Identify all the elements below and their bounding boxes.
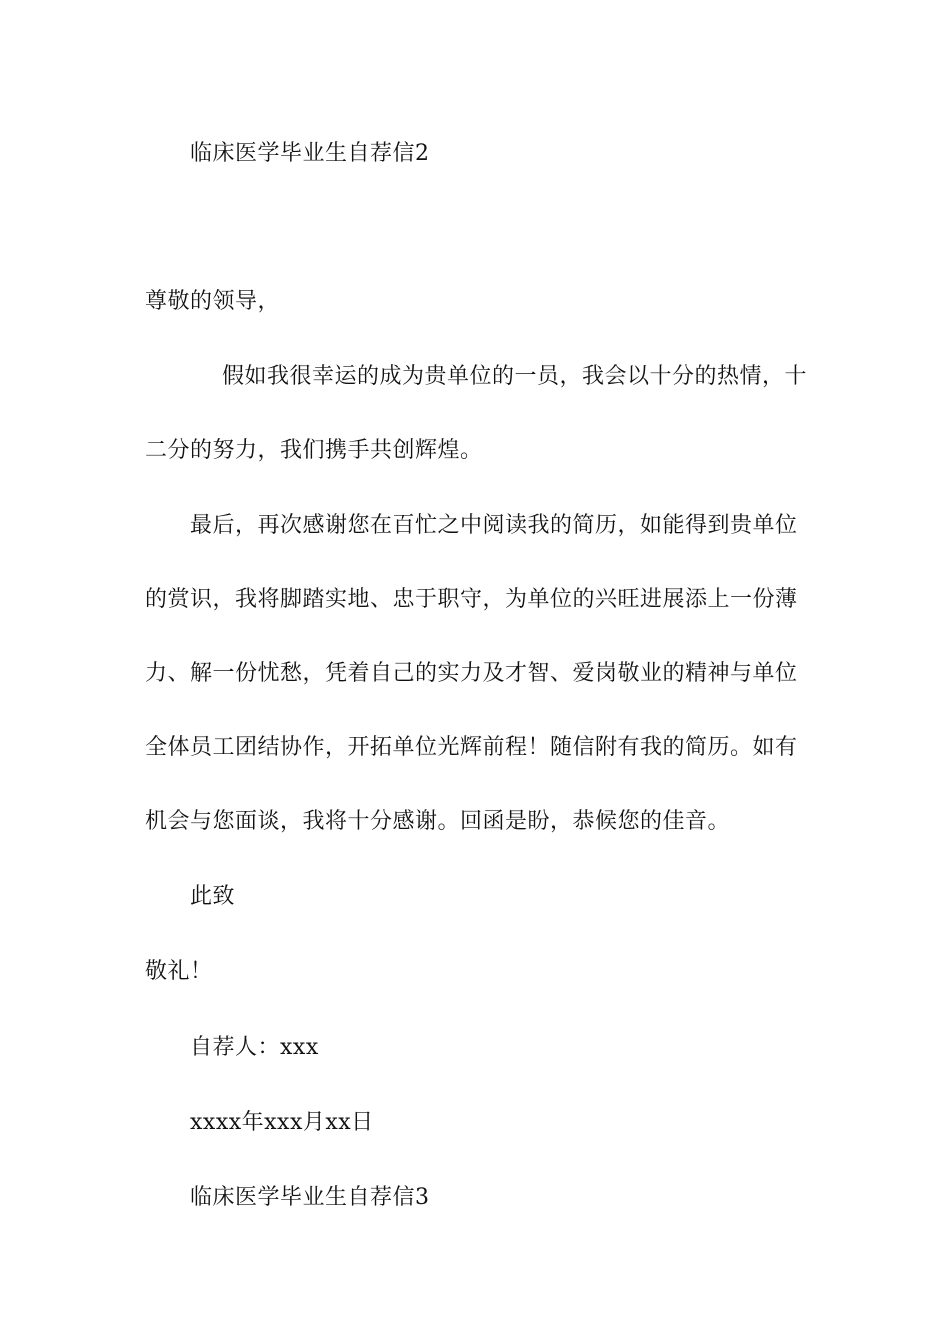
- paragraph-1-line-1: 假如我很幸运的成为贵单位的一员，我会以十分的热情，十: [222, 364, 808, 389]
- paragraph-2-line-2: 的赏识，我将脚踏实地、忠于职守，为单位的兴旺进展添上一份薄: [145, 587, 798, 612]
- paragraph-1-line-2: 二分的努力，我们携手共创辉煌。: [145, 438, 483, 463]
- salutation: 尊敬的领导，: [145, 289, 281, 314]
- closing-cizhi: 此致: [190, 884, 236, 909]
- date: xxxx年xxx月xx日: [190, 1110, 374, 1135]
- paragraph-2-line-1: 最后，再次感谢您在百忙之中阅读我的简历，如能得到贵单位: [190, 513, 798, 538]
- paragraph-2-line-4: 全体员工团结协作，开拓单位光辉前程！随信附有我的简历。如有: [145, 735, 798, 760]
- closing-jingli: 敬礼！: [145, 959, 213, 984]
- letter-heading-3: 临床医学毕业生自荐信3: [190, 1185, 430, 1210]
- signature: 自荐人：xxx: [190, 1035, 319, 1060]
- letter-heading-2: 临床医学毕业生自荐信2: [190, 141, 430, 166]
- paragraph-2-line-3: 力、解一份忧愁，凭着自己的实力及才智、爱岗敬业的精神与单位: [145, 661, 798, 686]
- paragraph-2-line-5: 机会与您面谈，我将十分感谢。回函是盼，恭候您的佳音。: [145, 809, 731, 834]
